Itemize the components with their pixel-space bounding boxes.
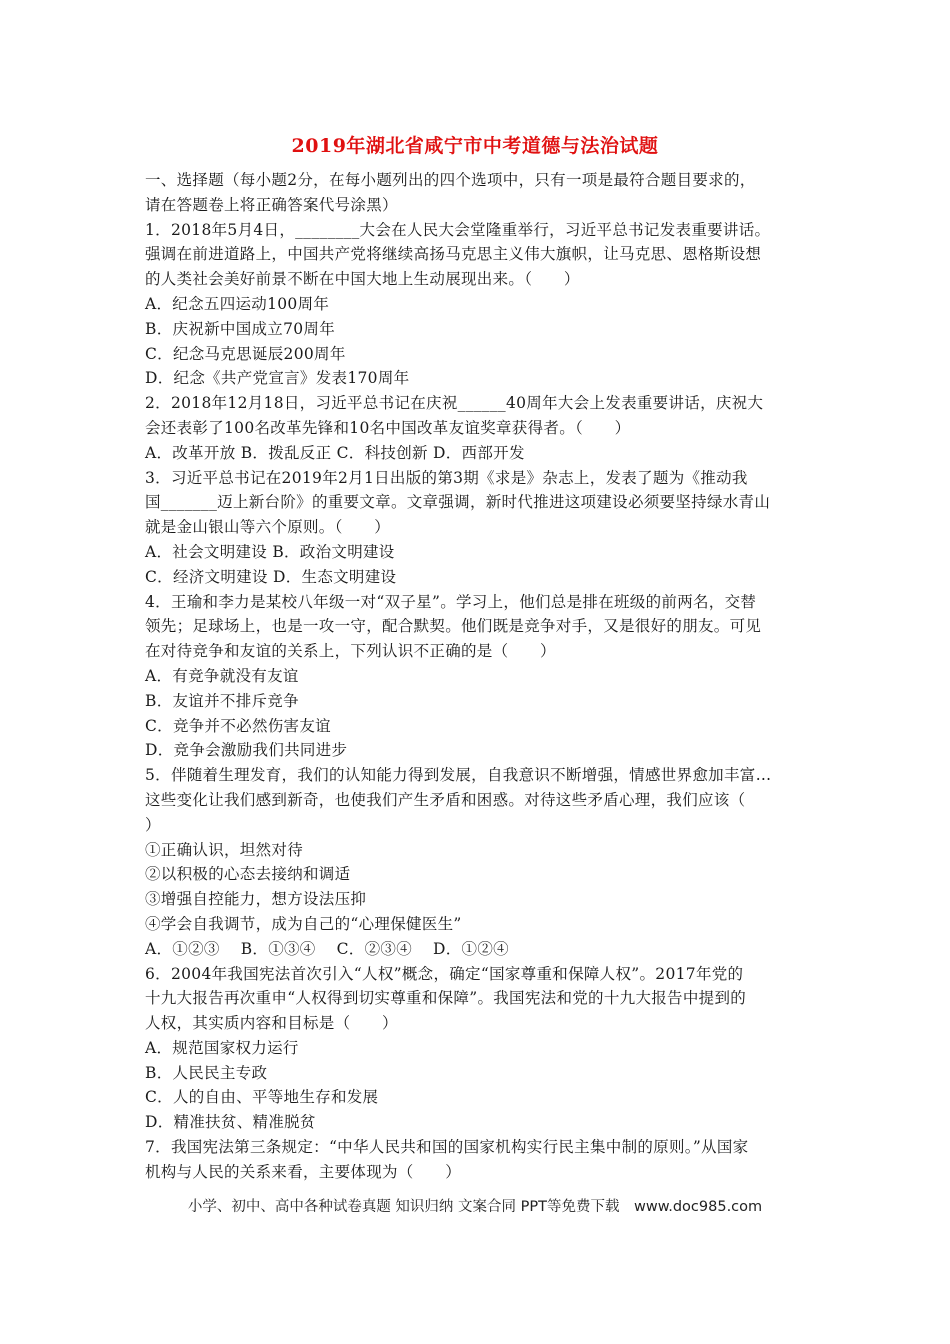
text-line: 国_______迈上新台阶》的重要文章。文章强调，新时代推进这项建设必须要坚持绿水青山 — [145, 493, 771, 512]
text-line: 一、选择题（每小题2分，在每小题列出的四个选项中，只有一项是最符合题目要求的， — [145, 171, 756, 189]
text-line: B．人民民主专政 — [145, 1063, 268, 1082]
text-line: ③增强自控能力，想方设法压抑 — [145, 890, 367, 909]
text-line: D．精准扶贫、精准脱贫 — [145, 1113, 316, 1132]
text-line: C．竞争并不必然伤害友谊 — [145, 716, 331, 735]
text-line: ①正确认识，坦然对待 — [145, 840, 304, 859]
text-line: 就是金山银山等六个原则。（ ） — [145, 518, 391, 537]
text-line: ②以积极的心态去接纳和调适 — [145, 865, 351, 884]
text-line: C．经济文明建设 D．生态文明建设 — [145, 567, 397, 586]
text-line: C．人的自由、平等地生存和发展 — [145, 1088, 379, 1107]
text-line: A．改革开放 B．拨乱反正 C．科技创新 D．西部开发 — [145, 443, 525, 462]
text-line: 会还表彰了100名改革先锋和10名中国改革友谊奖章获得者。（ ） — [145, 418, 631, 437]
text-line: D．竞争会激励我们共同进步 — [145, 741, 348, 760]
text-line: 5．伴随着生理发育，我们的认知能力得到发展，自我意识不断增强，情感世界愈加丰富… — [145, 766, 772, 785]
text-line: D．纪念《共产党宣言》发表170周年 — [145, 369, 410, 388]
text-line: C．纪念马克思诞辰200周年 — [145, 344, 346, 363]
text-line: 这些变化让我们感到新奇，也使我们产生矛盾和困惑。对待这些矛盾心理，我们应该（ — [145, 790, 746, 809]
text-line: A．①②③ B．①③④ C．②③④ D．①②④ — [145, 939, 509, 958]
text-line: 6．2004年我国宪法首次引入“人权”概念，确定“国家尊重和保障人权”。2017年党的 — [145, 964, 744, 983]
text-line: ） — [145, 815, 161, 834]
text-line: 3．习近平总书记在2019年2月1日出版的第3期《求是》杂志上，发表了题为《推动我 — [145, 468, 748, 487]
text-line: 领先；足球场上，也是一攻一守，配合默契。他们既是竞争对手，又是很好的朋友。可见 — [145, 617, 762, 636]
page-footer: 小学、初中、高中各种试卷真题 知识归纳 文案合同 PPT等免费下载 www.doc985.com — [187, 1199, 763, 1215]
text-line: 4．王瑜和李力是某校八年级一对“双子星”。学习上，他们总是排在班级的前两名，交替 — [145, 592, 757, 611]
text-line: 十九大报告再次重申“人权得到切实尊重和保障”。我国宪法和党的十九大报告中提到的 — [145, 989, 747, 1008]
document-body — [145, 168, 810, 1185]
text-line: A．规范国家权力运行 — [145, 1038, 299, 1057]
text-line: A．纪念五四运动100周年 — [145, 294, 330, 313]
text-line: 2．2018年12月18日，习近平总书记在庆祝______40周年大会上发表重要讲话，庆祝大 — [145, 394, 764, 413]
text-line: A．社会文明建设 B．政治文明建设 — [145, 542, 395, 561]
document-title: 2019年湖北省咸宁市中考道德与法治试题 — [291, 135, 659, 157]
text-line: 人权，其实质内容和目标是（ ） — [145, 1014, 398, 1033]
text-line: 在对待竞争和友谊的关系上，下列认识不正确的是（ ） — [145, 642, 556, 661]
text-line: 强调在前进道路上，中国共产党将继续高扬马克思主义伟大旗帜，让马克思、恩格斯设想 — [145, 245, 762, 264]
text-line: 的人类社会美好前景不断在中国大地上生动展现出来。（ ） — [145, 270, 580, 289]
text-line: 1．2018年5月4日，________大会在人民大会堂隆重举行，习近平总书记发表重要讲话。 — [145, 220, 771, 239]
text-line: B．庆祝新中国成立70周年 — [145, 319, 336, 338]
text-line: ④学会自我调节，成为自己的“心理保健医生” — [145, 914, 462, 933]
text-line: A．有竞争就没有友谊 — [145, 666, 299, 685]
text-line: B．友谊并不排斥竞争 — [145, 691, 299, 710]
text-line: 机构与人民的关系来看，主要体现为（ ） — [145, 1162, 462, 1181]
text-line: 7．我国宪法第三条规定：“中华人民共和国的国家机构实行民主集中制的原则。”从国家 — [145, 1138, 749, 1157]
text-line: 请在答题卷上将正确答案代号涂黑） — [145, 195, 398, 214]
